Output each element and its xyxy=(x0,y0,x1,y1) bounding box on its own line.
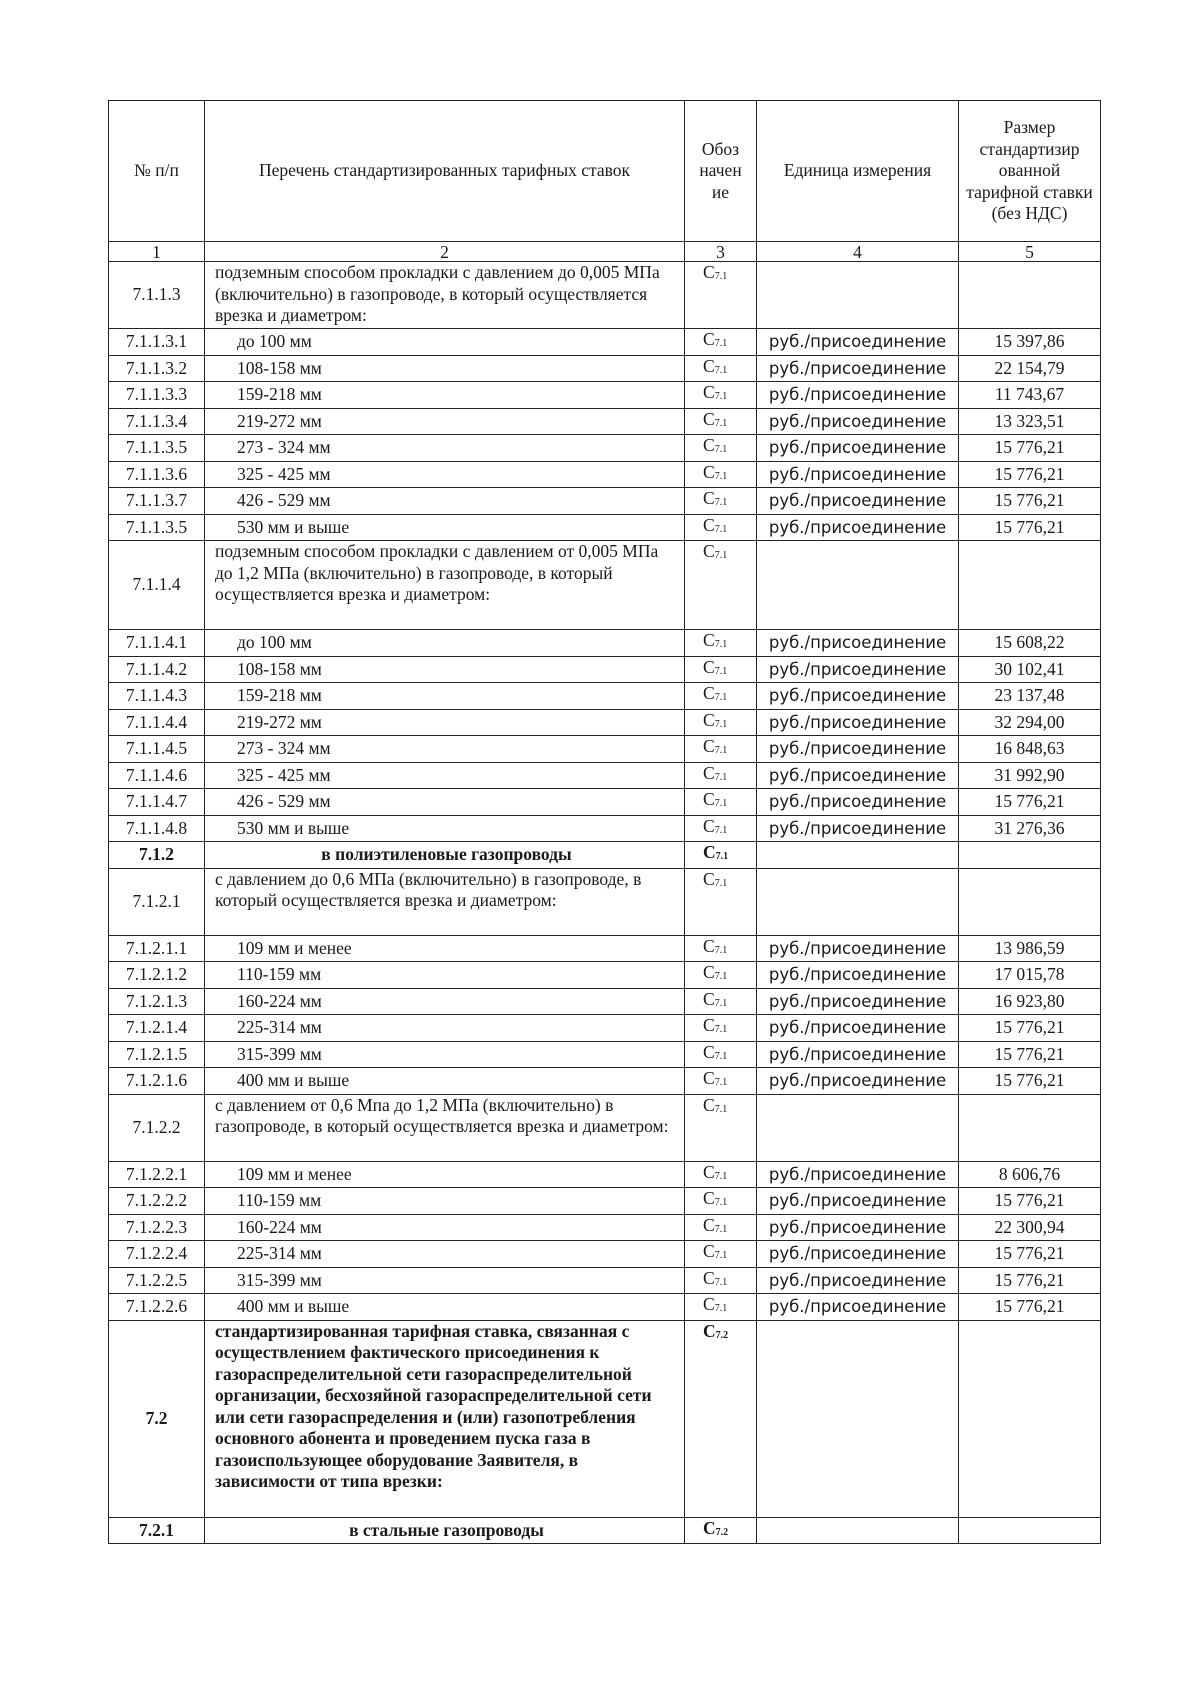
row-unit xyxy=(757,541,959,630)
row-description: стандартизированная тарифная ставка, связанная с осуществлением фактического присоединения к газораспределительной сети газораспределительной организации, бесхозяйной газораспределительной сети или сети газораспределения и (или) газопотребления основного абонента и проведением пуска газа в газоиспользующее оборудование Заявителя, в зависимости от типа врезки: xyxy=(205,1320,685,1517)
row-unit: руб./присоединение xyxy=(757,762,959,789)
table-row xyxy=(109,1188,1101,1215)
row-number: 7.1.1.3.2 xyxy=(109,355,205,382)
row-description: 426 - 529 мм xyxy=(205,488,685,515)
designation-subscript: 7.1 xyxy=(714,364,728,376)
row-value: 13 323,51 xyxy=(959,408,1101,435)
designation-letter: C xyxy=(703,435,715,455)
table-row xyxy=(109,935,1101,962)
row-unit xyxy=(757,868,959,935)
designation-letter: C xyxy=(703,382,715,402)
row-value xyxy=(959,1320,1101,1517)
row-description: до 100 мм xyxy=(205,630,685,657)
designation-subscript: 7.2 xyxy=(715,1329,729,1341)
designation-subscript: 7.1 xyxy=(714,1223,728,1235)
row-value: 30 102,41 xyxy=(959,656,1101,683)
designation-letter: C xyxy=(703,1161,715,1182)
row-number: 7.1.1.3.7 xyxy=(109,488,205,515)
row-designation xyxy=(685,1188,757,1215)
header-oboz: Обоз начен ие xyxy=(685,101,757,242)
table-row xyxy=(109,435,1101,462)
designation-letter: C xyxy=(703,461,715,482)
row-number: 7.1.2.1 xyxy=(109,868,205,935)
designation-letter: C xyxy=(703,1320,716,1341)
designation-letter: C xyxy=(703,815,715,836)
row-unit: руб./присоединение xyxy=(757,709,959,736)
row-unit: руб./присоединение xyxy=(757,789,959,816)
row-number: 7.1.1.4.3 xyxy=(109,683,205,710)
row-designation xyxy=(685,355,757,382)
designation-letter: C xyxy=(703,1015,715,1035)
table-row xyxy=(109,1320,1101,1517)
row-unit: руб./присоединение xyxy=(757,435,959,462)
row-unit: руб./присоединение xyxy=(757,1188,959,1215)
row-value: 22 300,94 xyxy=(959,1214,1101,1241)
table-row xyxy=(109,736,1101,763)
row-description: 400 мм и выше xyxy=(205,1068,685,1095)
table-body xyxy=(109,262,1101,1544)
row-unit: руб./присоединение xyxy=(757,1068,959,1095)
table-row xyxy=(109,656,1101,683)
row-value: 15 776,21 xyxy=(959,1267,1101,1294)
row-designation xyxy=(685,1294,757,1321)
table-row xyxy=(109,1068,1101,1095)
row-description: 159-218 мм xyxy=(205,382,685,409)
row-designation xyxy=(685,408,757,435)
table-row xyxy=(109,962,1101,989)
row-unit: руб./присоединение xyxy=(757,656,959,683)
row-designation xyxy=(685,1161,757,1188)
designation-subscript: 7.1 xyxy=(714,997,728,1009)
table-row xyxy=(109,842,1101,869)
row-value: 15 776,21 xyxy=(959,488,1101,515)
row-unit: руб./присоединение xyxy=(757,683,959,710)
designation-subscript: 7.1 xyxy=(714,550,728,561)
designation-letter: C xyxy=(703,355,715,376)
row-description: с давлением до 0,6 МПа (включительно) в газопроводе, в который осуществляется врезка и диаметром: xyxy=(205,868,685,935)
row-value: 11 743,67 xyxy=(959,382,1101,409)
row-designation xyxy=(685,762,757,789)
row-description: 325 - 425 мм xyxy=(205,461,685,488)
row-unit xyxy=(757,1094,959,1161)
table-row xyxy=(109,1041,1101,1068)
table-row xyxy=(109,1517,1101,1544)
row-unit: руб./присоединение xyxy=(757,1015,959,1042)
row-unit: руб./присоединение xyxy=(757,488,959,515)
row-number: 7.1.1.4.4 xyxy=(109,709,205,736)
table-row xyxy=(109,488,1101,515)
row-number: 7.1.2.2.2 xyxy=(109,1188,205,1215)
row-designation xyxy=(685,1068,757,1095)
row-number: 7.1.1.3.4 xyxy=(109,408,205,435)
row-description: 225-314 мм xyxy=(205,1241,685,1268)
row-description: 110-159 мм xyxy=(205,1188,685,1215)
designation-letter: C xyxy=(703,988,715,1009)
row-value: 15 776,21 xyxy=(959,1294,1101,1321)
designation-letter: C xyxy=(703,842,716,862)
row-unit xyxy=(757,262,959,329)
row-value xyxy=(959,541,1101,630)
row-unit: руб./присоединение xyxy=(757,461,959,488)
table-row xyxy=(109,408,1101,435)
designation-letter: C xyxy=(703,868,715,889)
row-unit xyxy=(757,1320,959,1517)
designation-subscript: 7.1 xyxy=(714,639,728,650)
row-unit xyxy=(757,842,959,869)
designation-letter: C xyxy=(703,709,715,730)
row-value: 13 986,59 xyxy=(959,935,1101,962)
row-designation xyxy=(685,1267,757,1294)
row-unit: руб./присоединение xyxy=(757,988,959,1015)
table-row xyxy=(109,709,1101,736)
row-value: 16 923,80 xyxy=(959,988,1101,1015)
row-number: 7.1.2 xyxy=(109,842,205,869)
row-unit: руб./присоединение xyxy=(757,1214,959,1241)
table-row xyxy=(109,514,1101,541)
row-description: 400 мм и выше xyxy=(205,1294,685,1321)
column-number: 1 xyxy=(109,242,205,262)
designation-subscript: 7.1 xyxy=(714,523,728,535)
designation-letter: C xyxy=(703,1214,715,1235)
row-designation xyxy=(685,461,757,488)
row-number: 7.1.2.2.6 xyxy=(109,1294,205,1321)
row-designation xyxy=(685,514,757,541)
table-row xyxy=(109,1161,1101,1188)
designation-letter: C xyxy=(703,789,715,809)
row-description: 160-224 мм xyxy=(205,988,685,1015)
row-designation xyxy=(685,488,757,515)
designation-subscript: 7.1 xyxy=(714,1170,728,1182)
designation-letter: C xyxy=(703,408,715,429)
row-value xyxy=(959,1517,1101,1544)
designation-letter: C xyxy=(703,1517,716,1538)
row-designation xyxy=(685,329,757,356)
designation-subscript: 7.1 xyxy=(714,1276,728,1288)
row-description: 225-314 мм xyxy=(205,1015,685,1042)
row-unit xyxy=(757,1517,959,1544)
row-description: 109 мм и менее xyxy=(205,935,685,962)
designation-subscript: 7.1 xyxy=(714,391,728,402)
row-designation xyxy=(685,1041,757,1068)
row-value: 22 154,79 xyxy=(959,355,1101,382)
row-designation xyxy=(685,435,757,462)
row-designation xyxy=(685,1015,757,1042)
row-value xyxy=(959,262,1101,329)
row-number: 7.1.2.2.4 xyxy=(109,1241,205,1268)
row-designation xyxy=(685,1094,757,1161)
designation-letter: C xyxy=(703,935,715,956)
row-unit: руб./присоединение xyxy=(757,736,959,763)
row-number: 7.1.2.2 xyxy=(109,1094,205,1161)
table-row xyxy=(109,1214,1101,1241)
row-value xyxy=(959,1094,1101,1161)
designation-subscript: 7.1 xyxy=(714,1250,728,1261)
designation-letter: C xyxy=(703,488,715,508)
row-unit: руб./присоединение xyxy=(757,355,959,382)
table-row xyxy=(109,541,1101,630)
row-unit: руб./присоединение xyxy=(757,1161,959,1188)
row-designation xyxy=(685,789,757,816)
column-numbers-row xyxy=(109,242,1101,262)
designation-letter: C xyxy=(703,736,715,756)
row-description: 315-399 мм xyxy=(205,1267,685,1294)
table-row xyxy=(109,329,1101,356)
designation-letter: C xyxy=(703,1294,715,1314)
table-row xyxy=(109,461,1101,488)
row-designation xyxy=(685,1214,757,1241)
row-value: 15 776,21 xyxy=(959,1188,1101,1215)
row-description: 108-158 мм xyxy=(205,355,685,382)
row-value: 31 992,90 xyxy=(959,762,1101,789)
row-number: 7.1.1.3.1 xyxy=(109,329,205,356)
row-value: 15 776,21 xyxy=(959,461,1101,488)
designation-subscript: 7.1 xyxy=(714,417,728,429)
row-description: до 100 мм xyxy=(205,329,685,356)
designation-letter: C xyxy=(703,262,715,282)
row-unit: руб./присоединение xyxy=(757,408,959,435)
row-description: в стальные газопроводы xyxy=(205,1517,685,1544)
row-designation xyxy=(685,842,757,869)
table-row xyxy=(109,1267,1101,1294)
row-description: 159-218 мм xyxy=(205,683,685,710)
designation-letter: C xyxy=(703,1267,715,1288)
row-number: 7.1.2.1.4 xyxy=(109,1015,205,1042)
table-row xyxy=(109,382,1101,409)
designation-letter: C xyxy=(703,514,715,535)
table-row xyxy=(109,762,1101,789)
row-unit: руб./присоединение xyxy=(757,1267,959,1294)
table-row xyxy=(109,868,1101,935)
row-unit: руб./присоединение xyxy=(757,1041,959,1068)
designation-subscript: 7.1 xyxy=(714,497,728,508)
row-description: 219-272 мм xyxy=(205,408,685,435)
designation-letter: C xyxy=(703,1188,715,1208)
designation-subscript: 7.1 xyxy=(714,718,728,730)
designation-letter: C xyxy=(703,630,715,650)
designation-letter: C xyxy=(703,1094,715,1115)
row-value: 15 776,21 xyxy=(959,1241,1101,1268)
header-size: Размер стандартизир ованной тарифной ставки (без НДС) xyxy=(959,101,1101,242)
row-number: 7.1.1.3 xyxy=(109,262,205,329)
header-list: Перечень стандартизированных тарифных ставок xyxy=(205,101,685,242)
row-designation xyxy=(685,683,757,710)
designation-subscript: 7.1 xyxy=(714,824,728,836)
designation-subscript: 7.1 xyxy=(714,1024,728,1035)
row-designation xyxy=(685,1320,757,1517)
designation-subscript: 7.1 xyxy=(714,944,728,956)
table-row xyxy=(109,630,1101,657)
header-row xyxy=(109,101,1101,242)
row-designation xyxy=(685,736,757,763)
designation-letter: C xyxy=(703,656,715,677)
row-designation xyxy=(685,962,757,989)
row-number: 7.1.2.1.1 xyxy=(109,935,205,962)
designation-subscript: 7.1 xyxy=(714,470,728,482)
row-description: с давлением от 0,6 Мпа до 1,2 МПа (включительно) в газопроводе, в который осуществляется врезка и диаметром: xyxy=(205,1094,685,1161)
row-number: 7.1.2.1.2 xyxy=(109,962,205,989)
row-number: 7.2.1 xyxy=(109,1517,205,1544)
header-unit: Единица измерения xyxy=(757,101,959,242)
document-page xyxy=(108,100,1100,1544)
table-row xyxy=(109,789,1101,816)
row-number: 7.1.1.3.5 xyxy=(109,435,205,462)
table-row xyxy=(109,988,1101,1015)
table-row xyxy=(109,683,1101,710)
row-unit: руб./присоединение xyxy=(757,1294,959,1321)
designation-subscript: 7.1 xyxy=(714,745,728,756)
row-unit: руб./присоединение xyxy=(757,329,959,356)
row-value: 15 397,86 xyxy=(959,329,1101,356)
row-number: 7.1.1.3.6 xyxy=(109,461,205,488)
row-number: 7.1.1.4.5 xyxy=(109,736,205,763)
row-description: 426 - 529 мм xyxy=(205,789,685,816)
table-row xyxy=(109,355,1101,382)
designation-subscript: 7.1 xyxy=(714,338,728,349)
designation-letter: C xyxy=(703,541,715,561)
table-row xyxy=(109,1094,1101,1161)
row-value: 17 015,78 xyxy=(959,962,1101,989)
row-value xyxy=(959,842,1101,869)
row-designation xyxy=(685,656,757,683)
designation-subscript: 7.1 xyxy=(714,1050,728,1062)
designation-letter: C xyxy=(703,762,715,783)
designation-subscript: 7.1 xyxy=(714,692,728,703)
row-description: 315-399 мм xyxy=(205,1041,685,1068)
row-designation xyxy=(685,382,757,409)
designation-subscript: 7.1 xyxy=(714,877,728,889)
column-number: 4 xyxy=(757,242,959,262)
row-unit: руб./присоединение xyxy=(757,935,959,962)
row-value: 15 776,21 xyxy=(959,1068,1101,1095)
row-number: 7.1.2.1.6 xyxy=(109,1068,205,1095)
designation-subscript: 7.1 xyxy=(714,665,728,677)
row-unit: руб./присоединение xyxy=(757,630,959,657)
designation-subscript: 7.2 xyxy=(715,1526,729,1538)
row-description: в полиэтиленовые газопроводы xyxy=(205,842,685,869)
table-row xyxy=(109,1294,1101,1321)
tariff-table xyxy=(108,100,1101,1544)
table-row xyxy=(109,1241,1101,1268)
row-description: 273 - 324 мм xyxy=(205,435,685,462)
row-description: 219-272 мм xyxy=(205,709,685,736)
designation-letter: C xyxy=(703,683,715,703)
row-value: 15 776,21 xyxy=(959,1041,1101,1068)
row-number: 7.1.2.1.5 xyxy=(109,1041,205,1068)
designation-subscript: 7.1 xyxy=(714,1303,728,1314)
column-number: 2 xyxy=(205,242,685,262)
row-designation xyxy=(685,988,757,1015)
row-description: подземным способом прокладки с давлением от 0,005 МПа до 1,2 МПа (включительно) в газопроводе, в который осуществляется врезка и диаметром: xyxy=(205,541,685,630)
row-designation xyxy=(685,1241,757,1268)
row-number: 7.1.2.2.3 xyxy=(109,1214,205,1241)
designation-subscript: 7.1 xyxy=(714,971,728,982)
designation-subscript: 7.1 xyxy=(714,1197,728,1208)
row-designation xyxy=(685,1517,757,1544)
row-designation xyxy=(685,262,757,329)
row-description: 530 мм и выше xyxy=(205,815,685,842)
designation-letter: C xyxy=(703,1068,715,1088)
row-value: 15 776,21 xyxy=(959,435,1101,462)
designation-letter: C xyxy=(703,962,715,982)
row-number: 7.1.1.4.8 xyxy=(109,815,205,842)
row-number: 7.2 xyxy=(109,1320,205,1517)
designation-letter: C xyxy=(703,1041,715,1062)
row-designation xyxy=(685,868,757,935)
row-unit: руб./присоединение xyxy=(757,815,959,842)
row-designation xyxy=(685,815,757,842)
row-value: 31 276,36 xyxy=(959,815,1101,842)
row-description: 530 мм и выше xyxy=(205,514,685,541)
row-value: 32 294,00 xyxy=(959,709,1101,736)
row-number: 7.1.1.4.6 xyxy=(109,762,205,789)
row-value: 15 776,21 xyxy=(959,1015,1101,1042)
designation-subscript: 7.1 xyxy=(714,444,728,455)
row-description: 108-158 мм xyxy=(205,656,685,683)
row-description: 110-159 мм xyxy=(205,962,685,989)
row-description: 160-224 мм xyxy=(205,1214,685,1241)
row-designation xyxy=(685,935,757,962)
row-number: 7.1.1.4.2 xyxy=(109,656,205,683)
row-value: 8 606,76 xyxy=(959,1161,1101,1188)
row-value: 15 776,21 xyxy=(959,789,1101,816)
row-number: 7.1.1.4 xyxy=(109,541,205,630)
designation-letter: C xyxy=(703,329,715,349)
row-number: 7.1.2.2.1 xyxy=(109,1161,205,1188)
table-row xyxy=(109,262,1101,329)
row-number: 7.1.2.1.3 xyxy=(109,988,205,1015)
designation-subscript: 7.1 xyxy=(714,798,728,809)
row-number: 7.1.1.3.5 xyxy=(109,514,205,541)
row-unit: руб./присоединение xyxy=(757,382,959,409)
designation-subscript: 7.1 xyxy=(714,1103,728,1115)
row-number: 7.1.2.2.5 xyxy=(109,1267,205,1294)
row-number: 7.1.1.4.1 xyxy=(109,630,205,657)
row-description: 325 - 425 мм xyxy=(205,762,685,789)
column-number: 3 xyxy=(685,242,757,262)
row-description: 273 - 324 мм xyxy=(205,736,685,763)
row-designation xyxy=(685,630,757,657)
row-designation xyxy=(685,541,757,630)
designation-subscript: 7.1 xyxy=(714,771,728,783)
row-value: 15 776,21 xyxy=(959,514,1101,541)
designation-letter: C xyxy=(703,1241,715,1261)
row-value: 23 137,48 xyxy=(959,683,1101,710)
row-value: 15 608,22 xyxy=(959,630,1101,657)
row-description: подземным способом прокладки с давлением до 0,005 МПа (включительно) в газопроводе, в который осуществляется врезка и диаметром: xyxy=(205,262,685,329)
row-unit: руб./присоединение xyxy=(757,514,959,541)
designation-subscript: 7.1 xyxy=(714,1077,728,1088)
row-value: 16 848,63 xyxy=(959,736,1101,763)
designation-subscript: 7.1 xyxy=(715,851,729,862)
column-number: 5 xyxy=(959,242,1101,262)
table-row xyxy=(109,815,1101,842)
row-unit: руб./присоединение xyxy=(757,962,959,989)
row-value xyxy=(959,868,1101,935)
table-row xyxy=(109,1015,1101,1042)
row-description: 109 мм и менее xyxy=(205,1161,685,1188)
row-designation xyxy=(685,709,757,736)
row-number: 7.1.1.4.7 xyxy=(109,789,205,816)
header-num: № п/п xyxy=(109,101,205,242)
row-unit: руб./присоединение xyxy=(757,1241,959,1268)
designation-subscript: 7.1 xyxy=(714,271,728,282)
row-number: 7.1.1.3.3 xyxy=(109,382,205,409)
